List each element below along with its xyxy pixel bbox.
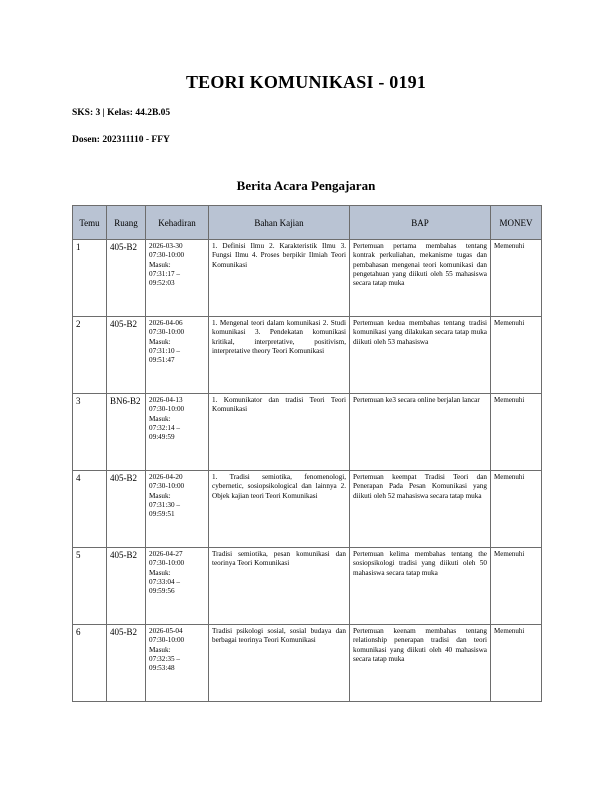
- cell-ruang: 405-B2: [107, 240, 146, 317]
- attendance-masuk-time: 07:31:30 – 09:59:51: [149, 501, 180, 519]
- cell-kehadiran: [146, 240, 209, 317]
- cell-temu: 5: [73, 548, 107, 625]
- table-row: [73, 625, 542, 702]
- attendance-masuk-label: Masuk:: [149, 260, 171, 269]
- cell-temu: 1: [73, 240, 107, 317]
- attendance-date: 2026-04-06: [149, 319, 183, 327]
- attendance-masuk-time: 07:33:04 – 09:59:56: [149, 578, 180, 596]
- cell-monev: Memenuhi: [491, 548, 542, 625]
- attendance-masuk-label: Masuk:: [149, 491, 171, 500]
- table-row: [73, 471, 542, 548]
- attendance-masuk-label: Masuk:: [149, 645, 171, 654]
- cell-bap: Pertemuan ke3 secara online berjalan lancar: [350, 394, 491, 471]
- cell-kehadiran: [146, 317, 209, 394]
- header-bahan-kajian: Bahan Kajian: [209, 206, 350, 240]
- attendance-date: 2026-04-20: [149, 473, 183, 481]
- cell-bahan-kajian: 1. Mengenal teori dalam komunikasi 2. Studi komunikasi 3. Pendekatan komunikasi kritikal, interpretative, positivism, interpretative theory Teori Komunikasi: [209, 317, 350, 394]
- header-ruang: Ruang: [107, 206, 146, 240]
- attendance-masuk-label: Masuk:: [149, 568, 171, 577]
- attendance-date: 2026-04-27: [149, 550, 183, 558]
- cell-monev: Memenuhi: [491, 240, 542, 317]
- sks-class-line: SKS: 3 | Kelas: 44.2B.05: [72, 108, 171, 118]
- attendance-schedule: 07:30-10:00: [149, 636, 185, 645]
- teaching-record-table: [72, 205, 542, 702]
- attendance-schedule: 07:30-10:00: [149, 328, 185, 337]
- attendance-schedule: 07:30-10:00: [149, 251, 185, 260]
- cell-temu: 3: [73, 394, 107, 471]
- section-subtitle: Berita Acara Pengajaran: [236, 178, 376, 193]
- cell-bap: Pertemuan keenam membahas tentang relationship penerapan tradisi dan teori komunikasi yang diikuti oleh 40 mahasiswa secara tatap muka: [350, 625, 491, 702]
- attendance-schedule: 07:30-10:00: [149, 482, 185, 491]
- cell-kehadiran: [146, 625, 209, 702]
- cell-bap: Pertemuan pertama membahas tentang kontrak perkuliahan, mekanisme tugas dan pembahasan mengenai teori komunikasi dan pengetahuan yang diikuti oleh 55 mahasiswa secara tatap muka: [350, 240, 491, 317]
- header-temu: Temu: [73, 206, 107, 240]
- cell-bahan-kajian: 1. Tradisi semiotika, fenomenologi, cybernetic, sosiopsikological dan lainnya 2. Objek kajian teori Teori Komunikasi: [209, 471, 350, 548]
- cell-monev: Memenuhi: [491, 394, 542, 471]
- lecturer-line: Dosen: 202311110 - FFY: [72, 135, 170, 145]
- cell-ruang: 405-B2: [107, 471, 146, 548]
- attendance-schedule: 07:30-10:00: [149, 559, 185, 568]
- cell-ruang: 405-B2: [107, 317, 146, 394]
- cell-bap: Pertemuan kelima membahas tentang the sosiopsikologi tradisi yang diikuti oleh 50 mahasiswa secara tatap muka: [350, 548, 491, 625]
- page-title: TEORI KOMUNIKASI - 0191: [185, 72, 427, 92]
- cell-temu: 6: [73, 625, 107, 702]
- attendance-masuk-time: 07:32:35 – 09:53:48: [149, 655, 180, 673]
- table-row: [73, 548, 542, 625]
- header-monev: MONEV: [491, 206, 542, 240]
- table-header-row: [73, 206, 542, 240]
- attendance-date: 2026-04-13: [149, 396, 183, 404]
- attendance-masuk-label: Masuk:: [149, 414, 171, 423]
- cell-monev: Memenuhi: [491, 471, 542, 548]
- attendance-date: 2026-05-04: [149, 627, 183, 635]
- cell-temu: 4: [73, 471, 107, 548]
- cell-bahan-kajian: Tradisi semiotika, pesan komunikasi dan teorinya Teori Komunikasi: [209, 548, 350, 625]
- cell-monev: Memenuhi: [491, 625, 542, 702]
- cell-ruang: 405-B2: [107, 548, 146, 625]
- table-row: [73, 240, 542, 317]
- attendance-masuk-label: Masuk:: [149, 337, 171, 346]
- cell-bahan-kajian: 1. Komunikator dan tradisi Teori Teori Komunikasi: [209, 394, 350, 471]
- cell-monev: Memenuhi: [491, 317, 542, 394]
- cell-bap: Pertemuan keempat Tradisi Teori dan Penerapan Pada Pesan Komunikasi yang diikuti oleh 52 mahasiswa secara tatap muka: [350, 471, 491, 548]
- cell-kehadiran: [146, 548, 209, 625]
- header-bap: BAP: [350, 206, 491, 240]
- cell-temu: 2: [73, 317, 107, 394]
- table-row: [73, 317, 542, 394]
- attendance-masuk-time: 07:31:10 – 09:51:47: [149, 347, 180, 365]
- header-kehadiran: Kehadiran: [146, 206, 209, 240]
- attendance-masuk-time: 07:32:14 – 09:49:59: [149, 424, 180, 442]
- attendance-masuk-time: 07:31:17 – 09:52:03: [149, 270, 180, 288]
- cell-kehadiran: [146, 394, 209, 471]
- cell-bap: Pertemuan kedua membahas tentang tradisi komunikasi yang dilakukan secara tatap muka diikuti oleh 53 mahasiswa: [350, 317, 491, 394]
- attendance-schedule: 07:30-10:00: [149, 405, 185, 414]
- attendance-date: 2026-03-30: [149, 242, 183, 250]
- cell-ruang: 405-B2: [107, 625, 146, 702]
- cell-bahan-kajian: 1. Definisi Ilmu 2. Karakteristik Ilmu 3. Fungsi Ilmu 4. Proses berpikir Ilmiah Teori Komunikasi: [209, 240, 350, 317]
- cell-ruang: BN6-B2: [107, 394, 146, 471]
- cell-bahan-kajian: Tradisi psikologi sosial, sosial budaya dan berbagai teorinya Teori Komunikasi: [209, 625, 350, 702]
- table-row: [73, 394, 542, 471]
- cell-kehadiran: [146, 471, 209, 548]
